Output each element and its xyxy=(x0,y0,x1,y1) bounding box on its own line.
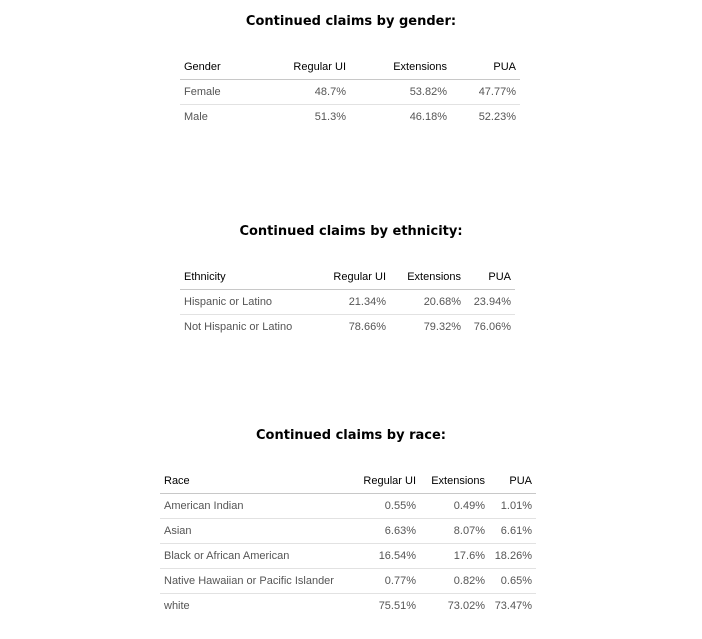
race-table xyxy=(160,468,536,618)
column-header-ethnicity: Ethnicity xyxy=(180,264,314,290)
column-header-pua: PUA xyxy=(485,468,536,494)
table-header-row xyxy=(180,264,515,290)
cell-regular-ui: 21.34% xyxy=(314,290,386,315)
table-row xyxy=(160,519,536,544)
table-row xyxy=(160,544,536,569)
cell-regular-ui: 16.54% xyxy=(350,544,416,569)
cell-regular-ui: 75.51% xyxy=(378,600,416,612)
cell-regular-ui: 48.7% xyxy=(258,80,346,105)
cell-pua: 73.47% xyxy=(494,600,532,612)
column-header-gender: Gender xyxy=(180,54,258,80)
cell-extensions: 8.07% xyxy=(416,519,485,544)
cell-pua: 52.23% xyxy=(478,111,516,123)
ethnicity-section-title: Continued claims by ethnicity: xyxy=(239,224,463,239)
row-label: Female xyxy=(180,80,258,105)
ethnicity-table xyxy=(180,264,515,339)
cell-pua: 18.26% xyxy=(485,544,536,569)
table-row xyxy=(160,494,536,519)
table-row xyxy=(180,105,520,130)
column-header-race: Race xyxy=(160,468,350,494)
table-row xyxy=(180,290,515,315)
column-header-pua: PUA xyxy=(461,264,515,290)
row-label: Asian xyxy=(160,519,350,544)
row-label: Not Hispanic or Latino xyxy=(184,321,293,333)
race-section-title: Continued claims by race: xyxy=(256,428,446,443)
column-header-extensions: Extensions xyxy=(386,264,461,290)
cell-pua: 23.94% xyxy=(461,290,515,315)
column-header-extensions: Extensions xyxy=(346,54,447,80)
cell-pua: 1.01% xyxy=(485,494,536,519)
column-header-extensions: Extensions xyxy=(416,468,485,494)
cell-regular-ui: 51.3% xyxy=(314,111,346,123)
table-row xyxy=(180,80,520,105)
gender-section-title: Continued claims by gender: xyxy=(245,14,457,29)
cell-regular-ui: 0.55% xyxy=(350,494,416,519)
column-header-regular-ui: Regular UI xyxy=(258,54,346,80)
row-label: Black or African American xyxy=(160,544,350,569)
cell-extensions: 17.6% xyxy=(416,544,485,569)
row-label: Male xyxy=(184,111,208,123)
gender-table xyxy=(180,54,520,129)
row-label: Native Hawaiian or Pacific Islander xyxy=(160,569,350,594)
cell-regular-ui: 78.66% xyxy=(348,321,386,333)
table-header-row xyxy=(160,468,536,494)
column-header-regular-ui: Regular UI xyxy=(350,468,416,494)
cell-extensions: 53.82% xyxy=(346,80,447,105)
row-label: Hispanic or Latino xyxy=(180,290,314,315)
cell-regular-ui: 6.63% xyxy=(350,519,416,544)
cell-pua: 6.61% xyxy=(485,519,536,544)
row-label: American Indian xyxy=(160,494,350,519)
cell-extensions: 0.49% xyxy=(416,494,485,519)
cell-regular-ui: 0.77% xyxy=(350,569,416,594)
cell-extensions: 79.32% xyxy=(423,321,461,333)
column-header-regular-ui: Regular UI xyxy=(314,264,386,290)
row-label: white xyxy=(164,600,190,612)
cell-pua: 76.06% xyxy=(473,321,511,333)
table-row xyxy=(180,315,515,340)
column-header-pua: PUA xyxy=(447,54,520,80)
cell-extensions: 20.68% xyxy=(386,290,461,315)
table-row xyxy=(160,569,536,594)
cell-extensions: 0.82% xyxy=(416,569,485,594)
cell-pua: 47.77% xyxy=(447,80,520,105)
table-row xyxy=(160,594,536,619)
table-header-row xyxy=(180,54,520,80)
cell-pua: 0.65% xyxy=(485,569,536,594)
cell-extensions: 46.18% xyxy=(409,111,447,123)
cell-extensions: 73.02% xyxy=(447,600,485,612)
